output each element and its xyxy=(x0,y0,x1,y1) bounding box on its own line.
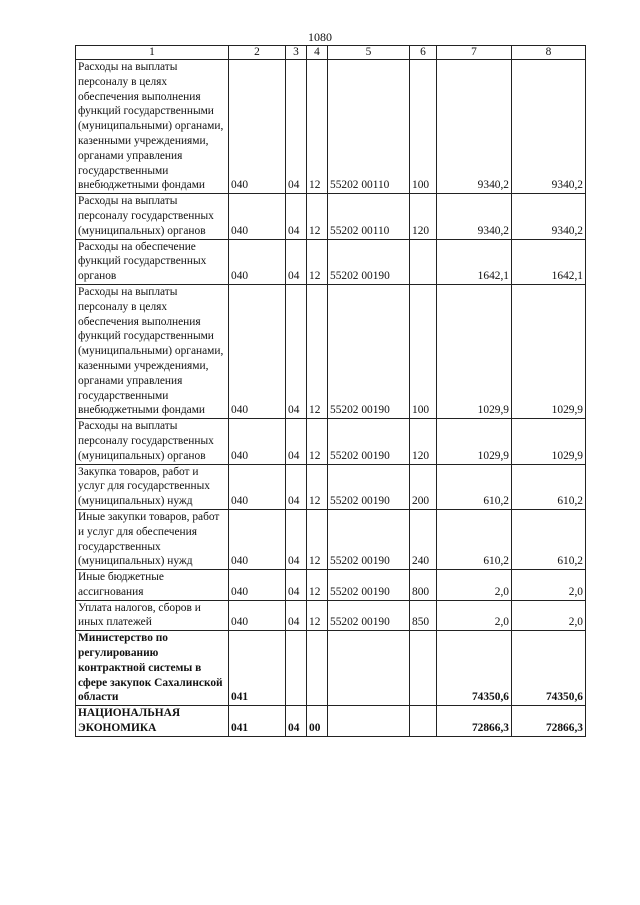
table-row xyxy=(76,60,586,194)
row-subsection-cell: 12 xyxy=(307,239,328,284)
table-row xyxy=(76,419,586,464)
row-subsection-cell: 00 xyxy=(307,706,328,737)
table-row xyxy=(76,631,586,706)
row-expense-type-cell: 120 xyxy=(410,194,437,239)
row-expense-type-cell: 800 xyxy=(410,570,437,601)
row-code-cell: 041 xyxy=(229,706,286,737)
row-section-cell: 04 xyxy=(286,239,307,284)
row-expense-type-cell xyxy=(410,706,437,737)
table-row xyxy=(76,464,586,509)
row-target-article-cell xyxy=(328,706,410,737)
row-expense-type-cell: 100 xyxy=(410,284,437,418)
row-target-article-cell: 55202 00190 xyxy=(328,570,410,601)
row-expense-type-cell: 100 xyxy=(410,60,437,194)
row-amount-cell: 1029,9 xyxy=(437,284,512,418)
row-code-cell: 040 xyxy=(229,464,286,509)
row-name-cell: Уплата налогов, сборов и иных платежей xyxy=(76,600,229,631)
row-amount-cell: 2,0 xyxy=(512,600,586,631)
row-code-cell: 041 xyxy=(229,631,286,706)
row-expense-type-cell xyxy=(410,239,437,284)
column-header: 3 xyxy=(286,46,307,60)
row-amount-cell: 2,0 xyxy=(437,570,512,601)
row-expense-type-cell: 240 xyxy=(410,509,437,569)
table-row xyxy=(76,600,586,631)
row-target-article-cell: 55202 00190 xyxy=(328,600,410,631)
row-amount-cell: 9340,2 xyxy=(512,194,586,239)
row-amount-cell: 9340,2 xyxy=(512,60,586,194)
table-row xyxy=(76,284,586,418)
row-amount-cell: 610,2 xyxy=(512,464,586,509)
row-section-cell: 04 xyxy=(286,509,307,569)
column-header: 5 xyxy=(328,46,410,60)
row-subsection-cell: 12 xyxy=(307,284,328,418)
row-code-cell: 040 xyxy=(229,509,286,569)
row-amount-cell: 9340,2 xyxy=(437,60,512,194)
row-code-cell: 040 xyxy=(229,600,286,631)
column-header: 6 xyxy=(410,46,437,60)
row-code-cell: 040 xyxy=(229,194,286,239)
table-row xyxy=(76,239,586,284)
table-row xyxy=(76,509,586,569)
row-subsection-cell: 12 xyxy=(307,509,328,569)
column-header: 2 xyxy=(229,46,286,60)
row-amount-cell: 1642,1 xyxy=(512,239,586,284)
budget-table xyxy=(75,45,586,737)
row-amount-cell: 2,0 xyxy=(512,570,586,601)
row-subsection-cell: 12 xyxy=(307,600,328,631)
table-header-row xyxy=(76,46,586,60)
row-section-cell: 04 xyxy=(286,194,307,239)
column-header: 4 xyxy=(307,46,328,60)
table-body xyxy=(76,60,586,737)
row-subsection-cell: 12 xyxy=(307,419,328,464)
table-row xyxy=(76,706,586,737)
row-amount-cell: 610,2 xyxy=(437,509,512,569)
row-amount-cell: 610,2 xyxy=(437,464,512,509)
row-amount-cell: 1029,9 xyxy=(512,284,586,418)
row-target-article-cell: 55202 00190 xyxy=(328,284,410,418)
row-section-cell: 04 xyxy=(286,284,307,418)
row-subsection-cell: 12 xyxy=(307,60,328,194)
row-target-article-cell: 55202 00110 xyxy=(328,60,410,194)
row-target-article-cell xyxy=(328,631,410,706)
row-target-article-cell: 55202 00190 xyxy=(328,419,410,464)
row-code-cell: 040 xyxy=(229,570,286,601)
row-section-cell: 04 xyxy=(286,706,307,737)
row-code-cell: 040 xyxy=(229,60,286,194)
row-name-cell: Иные бюджетные ассигнования xyxy=(76,570,229,601)
row-expense-type-cell: 200 xyxy=(410,464,437,509)
row-subsection-cell: 12 xyxy=(307,570,328,601)
row-section-cell: 04 xyxy=(286,600,307,631)
column-header: 7 xyxy=(437,46,512,60)
row-section-cell xyxy=(286,631,307,706)
column-header: 1 xyxy=(76,46,229,60)
row-amount-cell: 9340,2 xyxy=(437,194,512,239)
table-row xyxy=(76,570,586,601)
row-amount-cell: 72866,3 xyxy=(437,706,512,737)
row-section-cell: 04 xyxy=(286,464,307,509)
column-header: 8 xyxy=(512,46,586,60)
row-name-cell: Расходы на обеспечение функций государственных органов xyxy=(76,239,229,284)
row-expense-type-cell: 120 xyxy=(410,419,437,464)
row-name-cell: Закупка товаров, работ и услуг для государственных (муниципальных) нужд xyxy=(76,464,229,509)
row-target-article-cell: 55202 00110 xyxy=(328,194,410,239)
row-name-cell: Иные закупки товаров, работ и услуг для обеспечения государственных (муниципальных) нужд xyxy=(76,509,229,569)
row-expense-type-cell xyxy=(410,631,437,706)
row-amount-cell: 1642,1 xyxy=(437,239,512,284)
row-name-cell: Расходы на выплаты персоналу в целях обеспечения выполнения функций государственными (муниципальными) органами, казенными учреждениями, органами управления государственными внебюджетными фондами xyxy=(76,60,229,194)
row-amount-cell: 1029,9 xyxy=(512,419,586,464)
table-row xyxy=(76,194,586,239)
row-code-cell: 040 xyxy=(229,419,286,464)
row-amount-cell: 72866,3 xyxy=(512,706,586,737)
row-section-cell: 04 xyxy=(286,570,307,601)
row-target-article-cell: 55202 00190 xyxy=(328,464,410,509)
row-subsection-cell xyxy=(307,631,328,706)
row-name-cell: НАЦИОНАЛЬНАЯ ЭКОНОМИКА xyxy=(76,706,229,737)
row-subsection-cell: 12 xyxy=(307,194,328,239)
row-section-cell: 04 xyxy=(286,419,307,464)
row-amount-cell: 1029,9 xyxy=(437,419,512,464)
row-name-cell: Расходы на выплаты персоналу в целях обеспечения выполнения функций государственными (муниципальными) органами, казенными учреждениями, органами управления государственными внебюджетными фондами xyxy=(76,284,229,418)
row-section-cell: 04 xyxy=(286,60,307,194)
row-amount-cell: 74350,6 xyxy=(437,631,512,706)
row-subsection-cell: 12 xyxy=(307,464,328,509)
row-code-cell: 040 xyxy=(229,284,286,418)
row-name-cell: Расходы на выплаты персоналу государственных (муниципальных) органов xyxy=(76,194,229,239)
row-amount-cell: 74350,6 xyxy=(512,631,586,706)
page-number: 1080 xyxy=(308,30,332,44)
row-target-article-cell: 55202 00190 xyxy=(328,509,410,569)
row-amount-cell: 2,0 xyxy=(437,600,512,631)
row-expense-type-cell: 850 xyxy=(410,600,437,631)
row-name-cell: Расходы на выплаты персоналу государственных (муниципальных) органов xyxy=(76,419,229,464)
row-name-cell: Министерство по регулированию контрактной системы в сфере закупок Сахалинской области xyxy=(76,631,229,706)
row-amount-cell: 610,2 xyxy=(512,509,586,569)
row-code-cell: 040 xyxy=(229,239,286,284)
row-target-article-cell: 55202 00190 xyxy=(328,239,410,284)
